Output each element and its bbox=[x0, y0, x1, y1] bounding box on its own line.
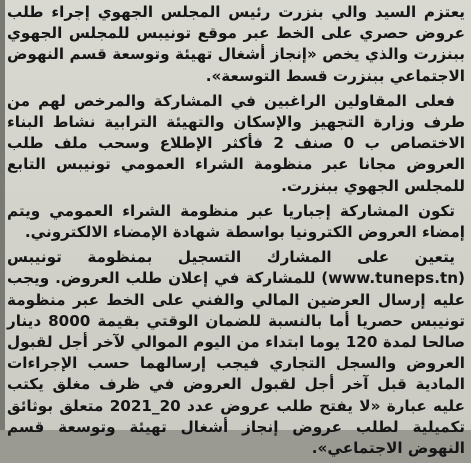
tender-notice-article bbox=[7, 2, 465, 463]
article-paragraph-3: تكون المشاركة إجباريا عبر منظومة الشراء العمومي ويتم إمضاء العروض الكترونيا بواسطة شهادة الإمضاء الالكتروني. bbox=[7, 201, 465, 242]
page-edge bbox=[0, 0, 5, 430]
article-paragraph-4: يتعين على المشارك التسجيل بمنظومة تونيبس (www.tuneps.tn) للمشاركة في إعلان طلب العروض. ويجب عليه إرسال العرضين المالي والفني على الخط عبر منظومة تونيبس حصريا أما بالنسبة للضمان الوقتي بقيمة 8000 دينار صالحا لمدة 120 يوما ابتداء من اليوم الموالي لآخر أجل لقبول العروض والسجل التجاري فيجب إرسالهما حسب الإجراءات المادية قبل آخر أجل لقبول العروض في ظرف مغلق يكتب عليه عبارة «لا يفتح طلب عروض عدد 20_2021 متعلق بوثائق تكميلية لطلب عروض إنجاز أشغال تهيئة وتوسعة قسم النهوض الاجتماعي». bbox=[7, 248, 466, 458]
article-paragraph-1: يعتزم السيد والي بنزرت رئيس المجلس الجهوي إجراء طلب عروض حصري على الخط عبر موقع تونيبس للمجلس الجهوي ببنزرت والذي يخص «إنجاز أشغال تهيئة وتوسعة قسم النهوض الاجتماعي ببنزرت قسط التوسعة». bbox=[7, 3, 465, 85]
article-paragraph-2: فعلى المقاولين الراغبين في المشاركة والمرخص لهم من طرف وزارة التجهيز والإسكان والتهيئة الترابية نشاط البناء الاختصاص ب 0 صنف 2 فأكثر الإطلاع وسحب ملف طلب العروض مجانا عبر منظومة الشراء العمومي تونيبس التابع للمجلس الجهوي ببنزرت. bbox=[7, 91, 465, 195]
